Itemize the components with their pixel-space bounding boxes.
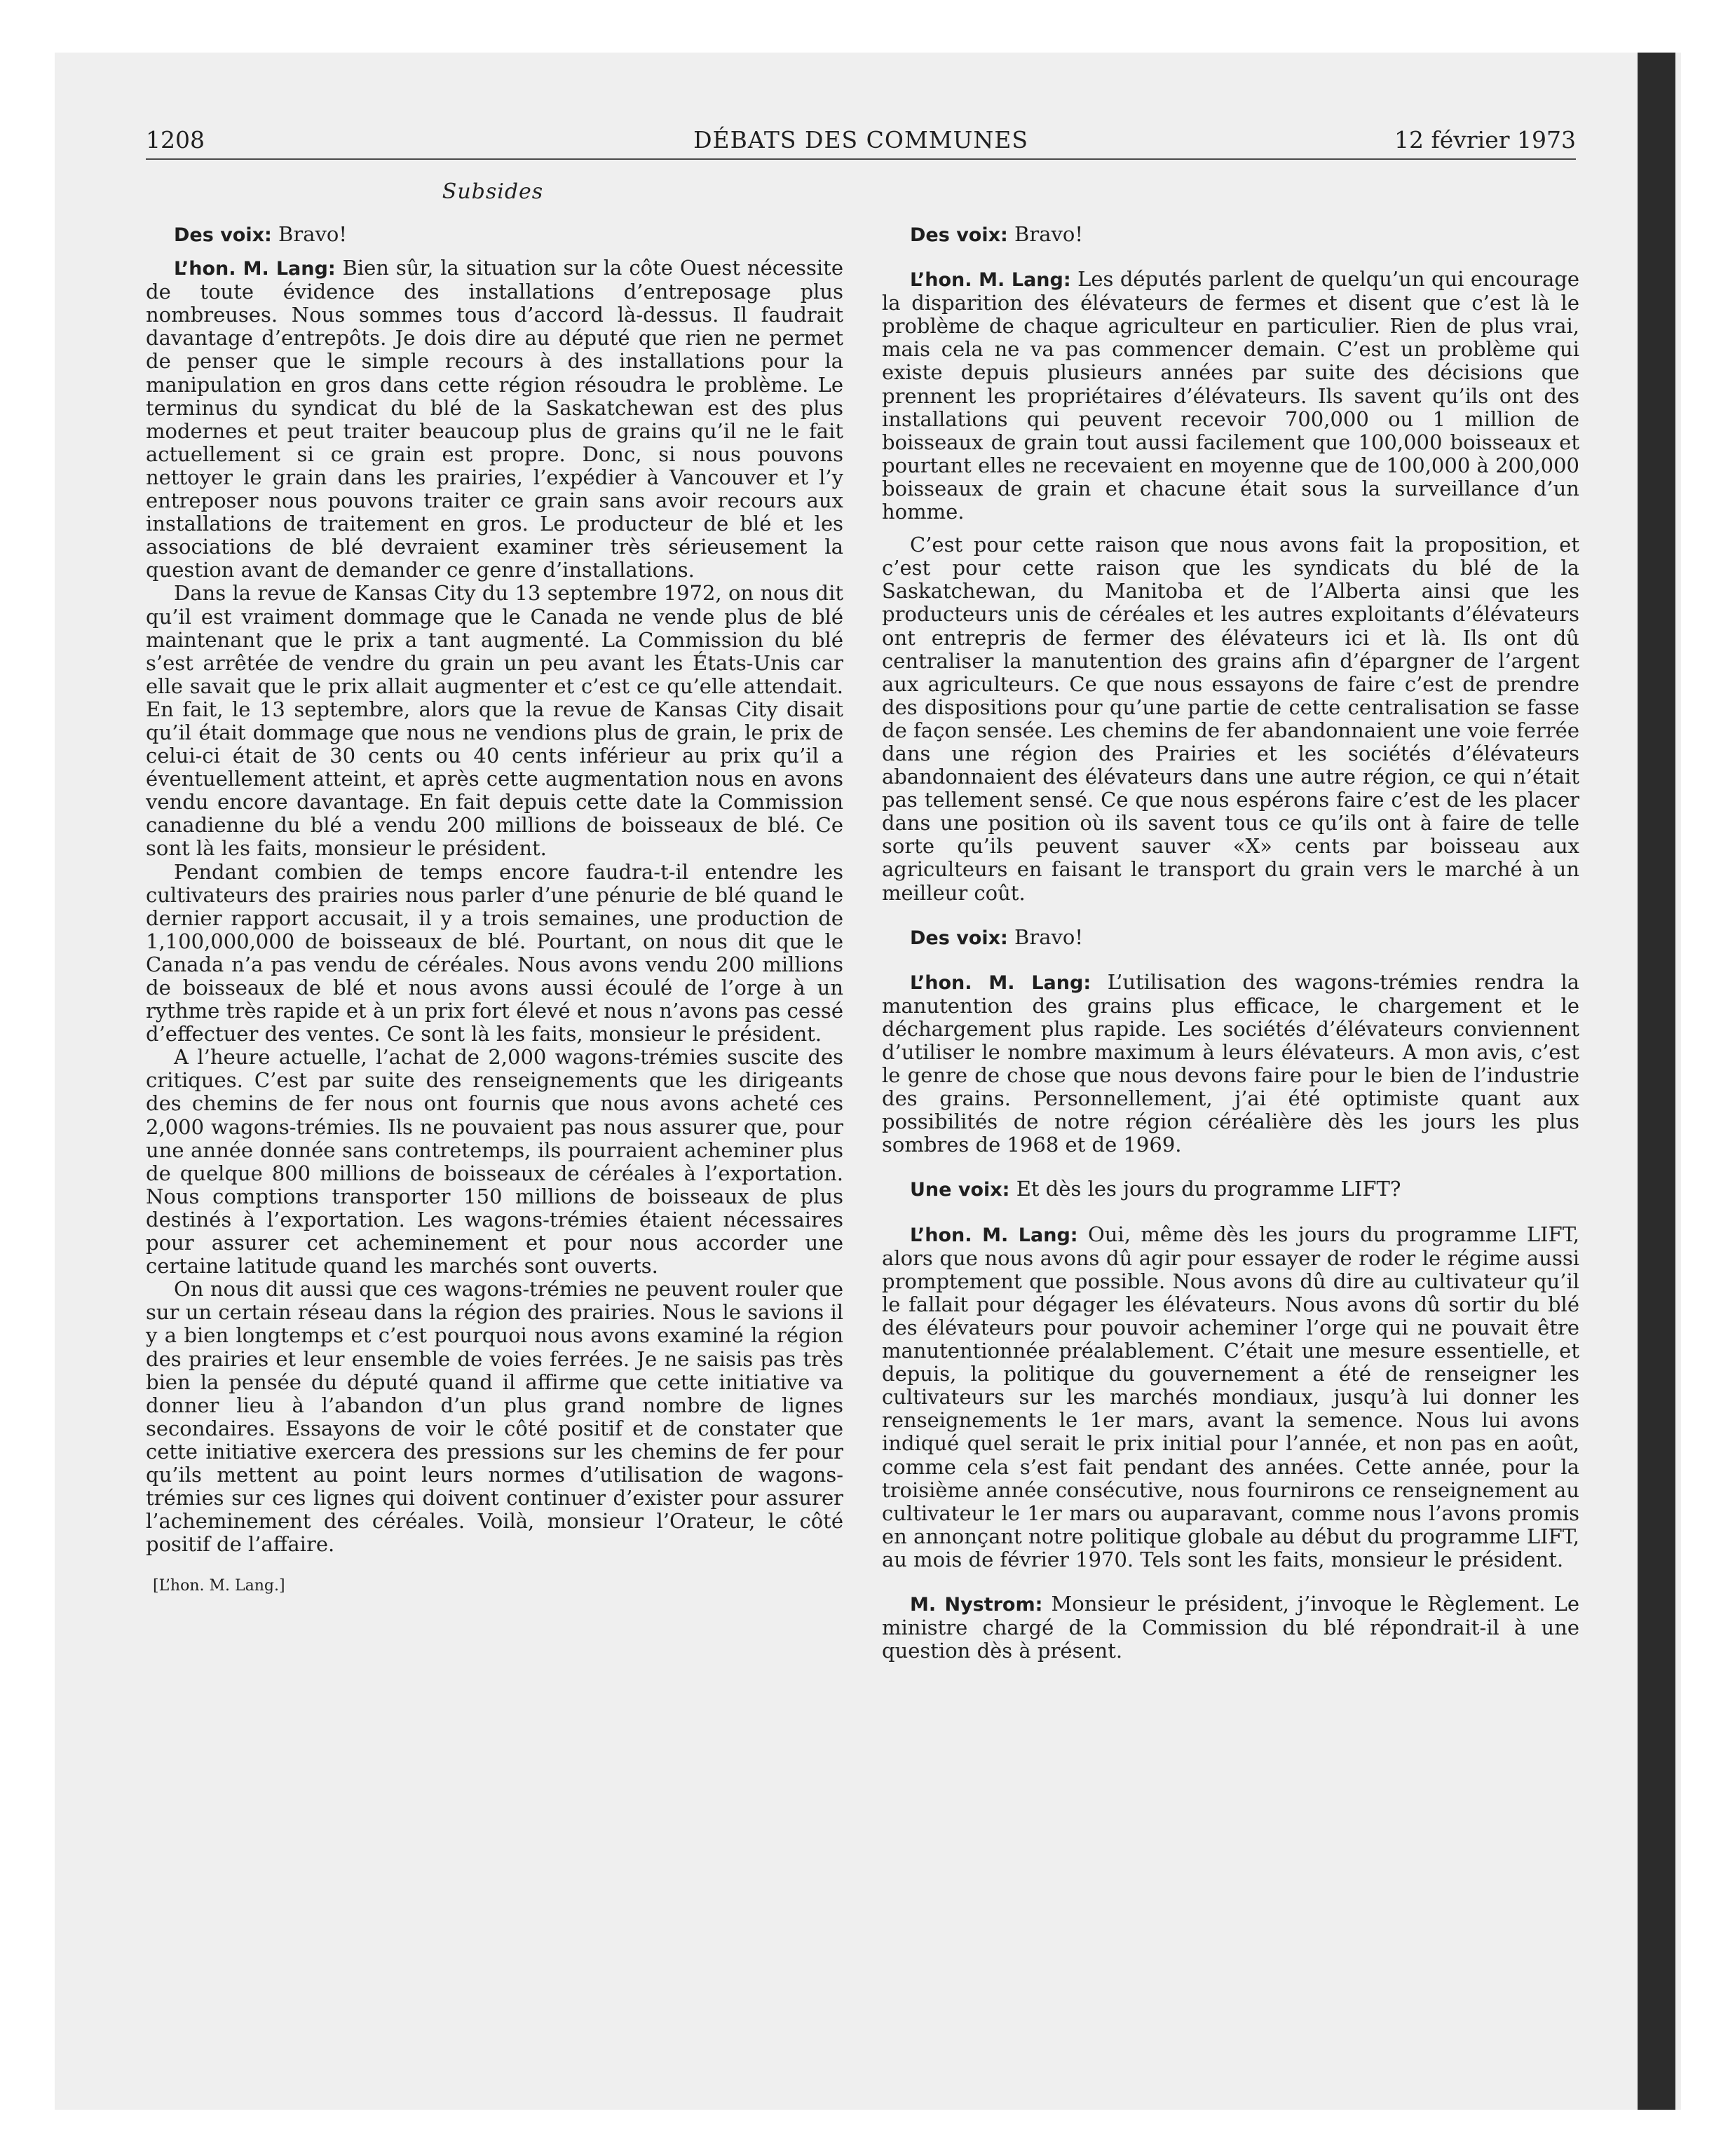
- paragraph: [882, 926, 1579, 950]
- paragraph: [882, 223, 1579, 247]
- paragraph-text: Bravo!: [271, 222, 347, 246]
- speaker-name: M. Nystrom:: [910, 1593, 1043, 1616]
- issue-date: 12 février 1973: [1394, 126, 1576, 153]
- paragraph: [146, 223, 843, 247]
- paragraph-text: L’utilisation des wagons-trémies rendra la manutention des grains plus efficace, le chargement et le déchargement plus rapide. Les sociétés d’élévateurs conviennent d’utiliser le nombre maximum à leurs élévateurs. A mon avis, c’est le genre de chose que nous devons faire pour le bien de l’industrie des grains. Personnellement, j’ai été optimiste quant aux possibilités de notre région céréalière dès les jours les plus sombres de 1968 et de 1969.: [882, 969, 1580, 1157]
- speaker-name: Des voix:: [910, 927, 1008, 949]
- publication-title: DÉBATS DES COMMUNES: [693, 126, 1028, 153]
- left-column: [146, 213, 843, 1597]
- paragraph: [882, 533, 1579, 905]
- paragraph-text: Bravo!: [1007, 925, 1083, 949]
- paragraph: [882, 268, 1579, 524]
- paragraph: [882, 1223, 1579, 1571]
- speaker-name: L’hon. M. Lang:: [910, 269, 1071, 292]
- paragraph: [882, 1178, 1579, 1201]
- paragraph: [146, 257, 843, 582]
- speaker-name: Des voix:: [910, 224, 1008, 246]
- paragraph-text: Oui, même dès les jours du programme LIFT, alors que nous avons dû agir pour essayer de roder le régime aussi promptement que possible. Nous avons dû dire au cultivateur qu’il le fallait pour dégager les élévateurs. Nous avons dû sortir du blé des élévateurs pour pouvoir acheminer l’orge qui ne pouvait être manutentionnée préalablement. C’était une mesure essentielle, et depuis, la politique du gouvernement a été de renseigner les cultivateurs sur les marchés mondiaux, jusqu’à lui donner les renseignements le 1er mars, avant la semence. Nous lui avons indiqué quel serait le prix initial pour l’année, et non pas en août, comme cela s’est fait pendant des années. Cette année, pour la troisième année consécutive, nous fournirons ce renseignement au cultivateur le 1er mars ou auparavant, comme nous l’avons promis en annonçant notre politique globale au début du programme LIFT, au mois de février 1970. Tels sont les faits, monsieur le président.: [882, 1222, 1580, 1571]
- right-column: [882, 213, 1579, 1663]
- paragraph-text: On nous dit aussi que ces wagons-trémies ne peuvent rouler que sur un certain réseau dans la région des prairies. Nous le savions il y a bien longtemps et c’est pourquoi nous avons examiné la région des prairies et leur ensemble de voies ferrées. Je ne saisis pas très bien la pensée du député quand il affirme que cette initiative va donner lieu à l’abandon d’un plus grand nombre de lignes secondaires. Essayons de voir le côté positif et de constater que cette initiative exercera des pressions sur les chemins de fer pour qu’ils mettent au point leurs normes d’utilisation de wagons-trémies sur ces lignes qui doivent continuer d’exister pour assurer l’acheminement des céréales. Voilà, monsieur l’Orateur, le côté positif de l’affaire.: [146, 1277, 843, 1557]
- paragraph: [146, 1278, 843, 1556]
- speaker-name: L’hon. M. Lang:: [910, 1224, 1078, 1246]
- paragraph-text: Et dès les jours du programme LIFT?: [1009, 1177, 1401, 1201]
- page-number: 1208: [146, 126, 205, 153]
- paragraph: [882, 971, 1579, 1157]
- section-heading: Subsides: [442, 179, 544, 204]
- speaker-name: Des voix:: [174, 224, 272, 246]
- speaker-name: L’hon. M. Lang:: [910, 971, 1091, 994]
- paragraph-text: C’est pour cette raison que nous avons fait la proposition, et c’est pour cette raison que les syndicats du blé de la Saskatchewan, du Manitoba et de l’Alberta ainsi que les producteurs unis de céréales et les autres exploitants d’élévateurs ont entrepris de fermer des élévateurs ici et là. Ils ont dû centraliser la manutention des grains afin d’épargner de l’argent aux agriculteurs. Ce que nous essayons de faire c’est de prendre des dispositions pour qu’une partie de cette centralisation se fasse de façon sensée. Les chemins de fer abandonnaient une voie ferrée dans une région des Prairies et les sociétés d’élévateurs abandonnaient des élévateurs dans une autre région, ce qui n’était pas tellement sensé. Ce que nous espérons faire c’est de les placer dans une position où ils savent tous ce qu’ils ont à faire de telle sorte qu’ils peuvent sauver «X» cents par boisseau aux agriculteurs en faisant le transport du grain vers le marché à un meilleur coût.: [882, 533, 1579, 905]
- paragraph-text: Bien sûr, la situation sur la côte Ouest nécessite de toute évidence des installations d’entreposage plus nombreuses. Nous sommes tous d’accord là-dessus. Il faudrait davantage d’entrepôts. Je dois dire au député que rien ne permet de penser que le simple recours à des installations pour la manipulation en gros dans cette région résoudra le problème. Le terminus du syndicat du blé de la Saskatchewan est des plus modernes et peut traiter beaucoup plus de grains qu’il ne le fait actuellement si ce grain est propre. Donc, si nous pouvons nettoyer le grain dans les prairies, l’expédier à Vancouver et l’y entreposer nous pouvons traiter ce grain sans avoir recours aux installations de traitement en gros. Le producteur de blé et les associations de blé devraient examiner très sérieusement la question avant de demander ce genre d’installations.: [146, 256, 843, 582]
- paragraph-text: Bravo!: [1007, 222, 1083, 246]
- paragraph-text: Les députés parlent de quelqu’un qui encourage la disparition des élévateurs de fermes et disent que c’est là le problème de chaque agriculteur en particulier. Rien de plus vrai, mais cela ne va pas commencer demain. C’est un problème qui existe depuis plusieurs années par suite des décisions que prennent les propriétaires d’élévateurs. Ils savent qu’ils ont des installations qui peuvent recevoir 700,000 ou 1 million de boisseaux de grain tout aussi facilement que 100,000 boisseaux et pourtant elles ne recevaient en moyenne que de 100,000 à 200,000 boisseaux de grain et chacune était sous la surveillance d’un homme.: [882, 267, 1579, 524]
- paragraph: [882, 1592, 1579, 1663]
- scan-edge-bar: [1638, 53, 1675, 2110]
- paragraph-text: Monsieur le président, j’invoque le Règlement. Le ministre chargé de la Commission du blé répondrait-il à une question dès à présent.: [882, 1591, 1579, 1663]
- paragraph-text: A l’heure actuelle, l’achat de 2,000 wagons-trémies suscite des critiques. C’est par suite des renseignements que les dirigeants des chemins de fer nous ont fournis que nous avons acheté ces 2,000 wagons-trémies. Ils ne pouvaient pas nous assurer que, pour une année donnée sans contretemps, ils pourraient acheminer plus de quelque 800 millions de boisseaux de céréales à l’exportation. Nous comptions transporter 150 millions de boisseaux de plus destinés à l’exportation. Les wagons-trémies étaient nécessaires pour assurer cet acheminement et pour nous accorder une certaine latitude quand les marchés sont ouverts.: [146, 1045, 843, 1278]
- paragraph-text: Pendant combien de temps encore faudra-t-il entendre les cultivateurs des prairies nous parler d’une pénurie de blé quand le dernier rapport accusait, il y a trois semaines, une production de 1,100,000,000 de boisseaux de blé. Pourtant, on nous dit que le Canada n’a pas vendu de céréales. Nous avons vendu 200 millions de boisseaux de blé et nous avons aussi écoulé de l’orge à un rythme très rapide et à un prix fort élevé et nous n’avons pas cessé d’effectuer des ventes. Ce sont là les faits, monsieur le président.: [146, 859, 843, 1046]
- speaker-name: L’hon. M. Lang:: [174, 258, 336, 280]
- paragraph: [146, 1046, 843, 1278]
- speaker-credit: [L’hon. M. Lang.]: [153, 1577, 285, 1595]
- running-head: [146, 122, 1576, 160]
- paragraph: [146, 582, 843, 860]
- speaker-name: Une voix:: [910, 1179, 1010, 1201]
- hansard-page: [146, 122, 1580, 2028]
- paragraph-text: Dans la revue de Kansas City du 13 septembre 1972, on nous dit qu’il est vraiment dommage que le Canada ne vende plus de blé maintenant que le prix a tant augmenté. La Commission du blé s’est arrêtée de vendre du grain un peu avant les États-Unis car elle savait que le prix allait augmenter et c’est ce qu’elle attendait. En fait, le 13 septembre, alors que la revue de Kansas City disait qu’il était dommage que nous ne vendions plus de grain, le prix de celui-ci était de 30 cents ou 40 cents inférieur au prix qu’il a éventuellement atteint, et après cette augmentation nous en avons vendu encore davantage. En fait depuis cette date la Commission canadienne du blé a vendu 200 millions de boisseaux de blé. Ce sont là les faits, monsieur le président.: [146, 581, 843, 861]
- paragraph: [146, 861, 843, 1046]
